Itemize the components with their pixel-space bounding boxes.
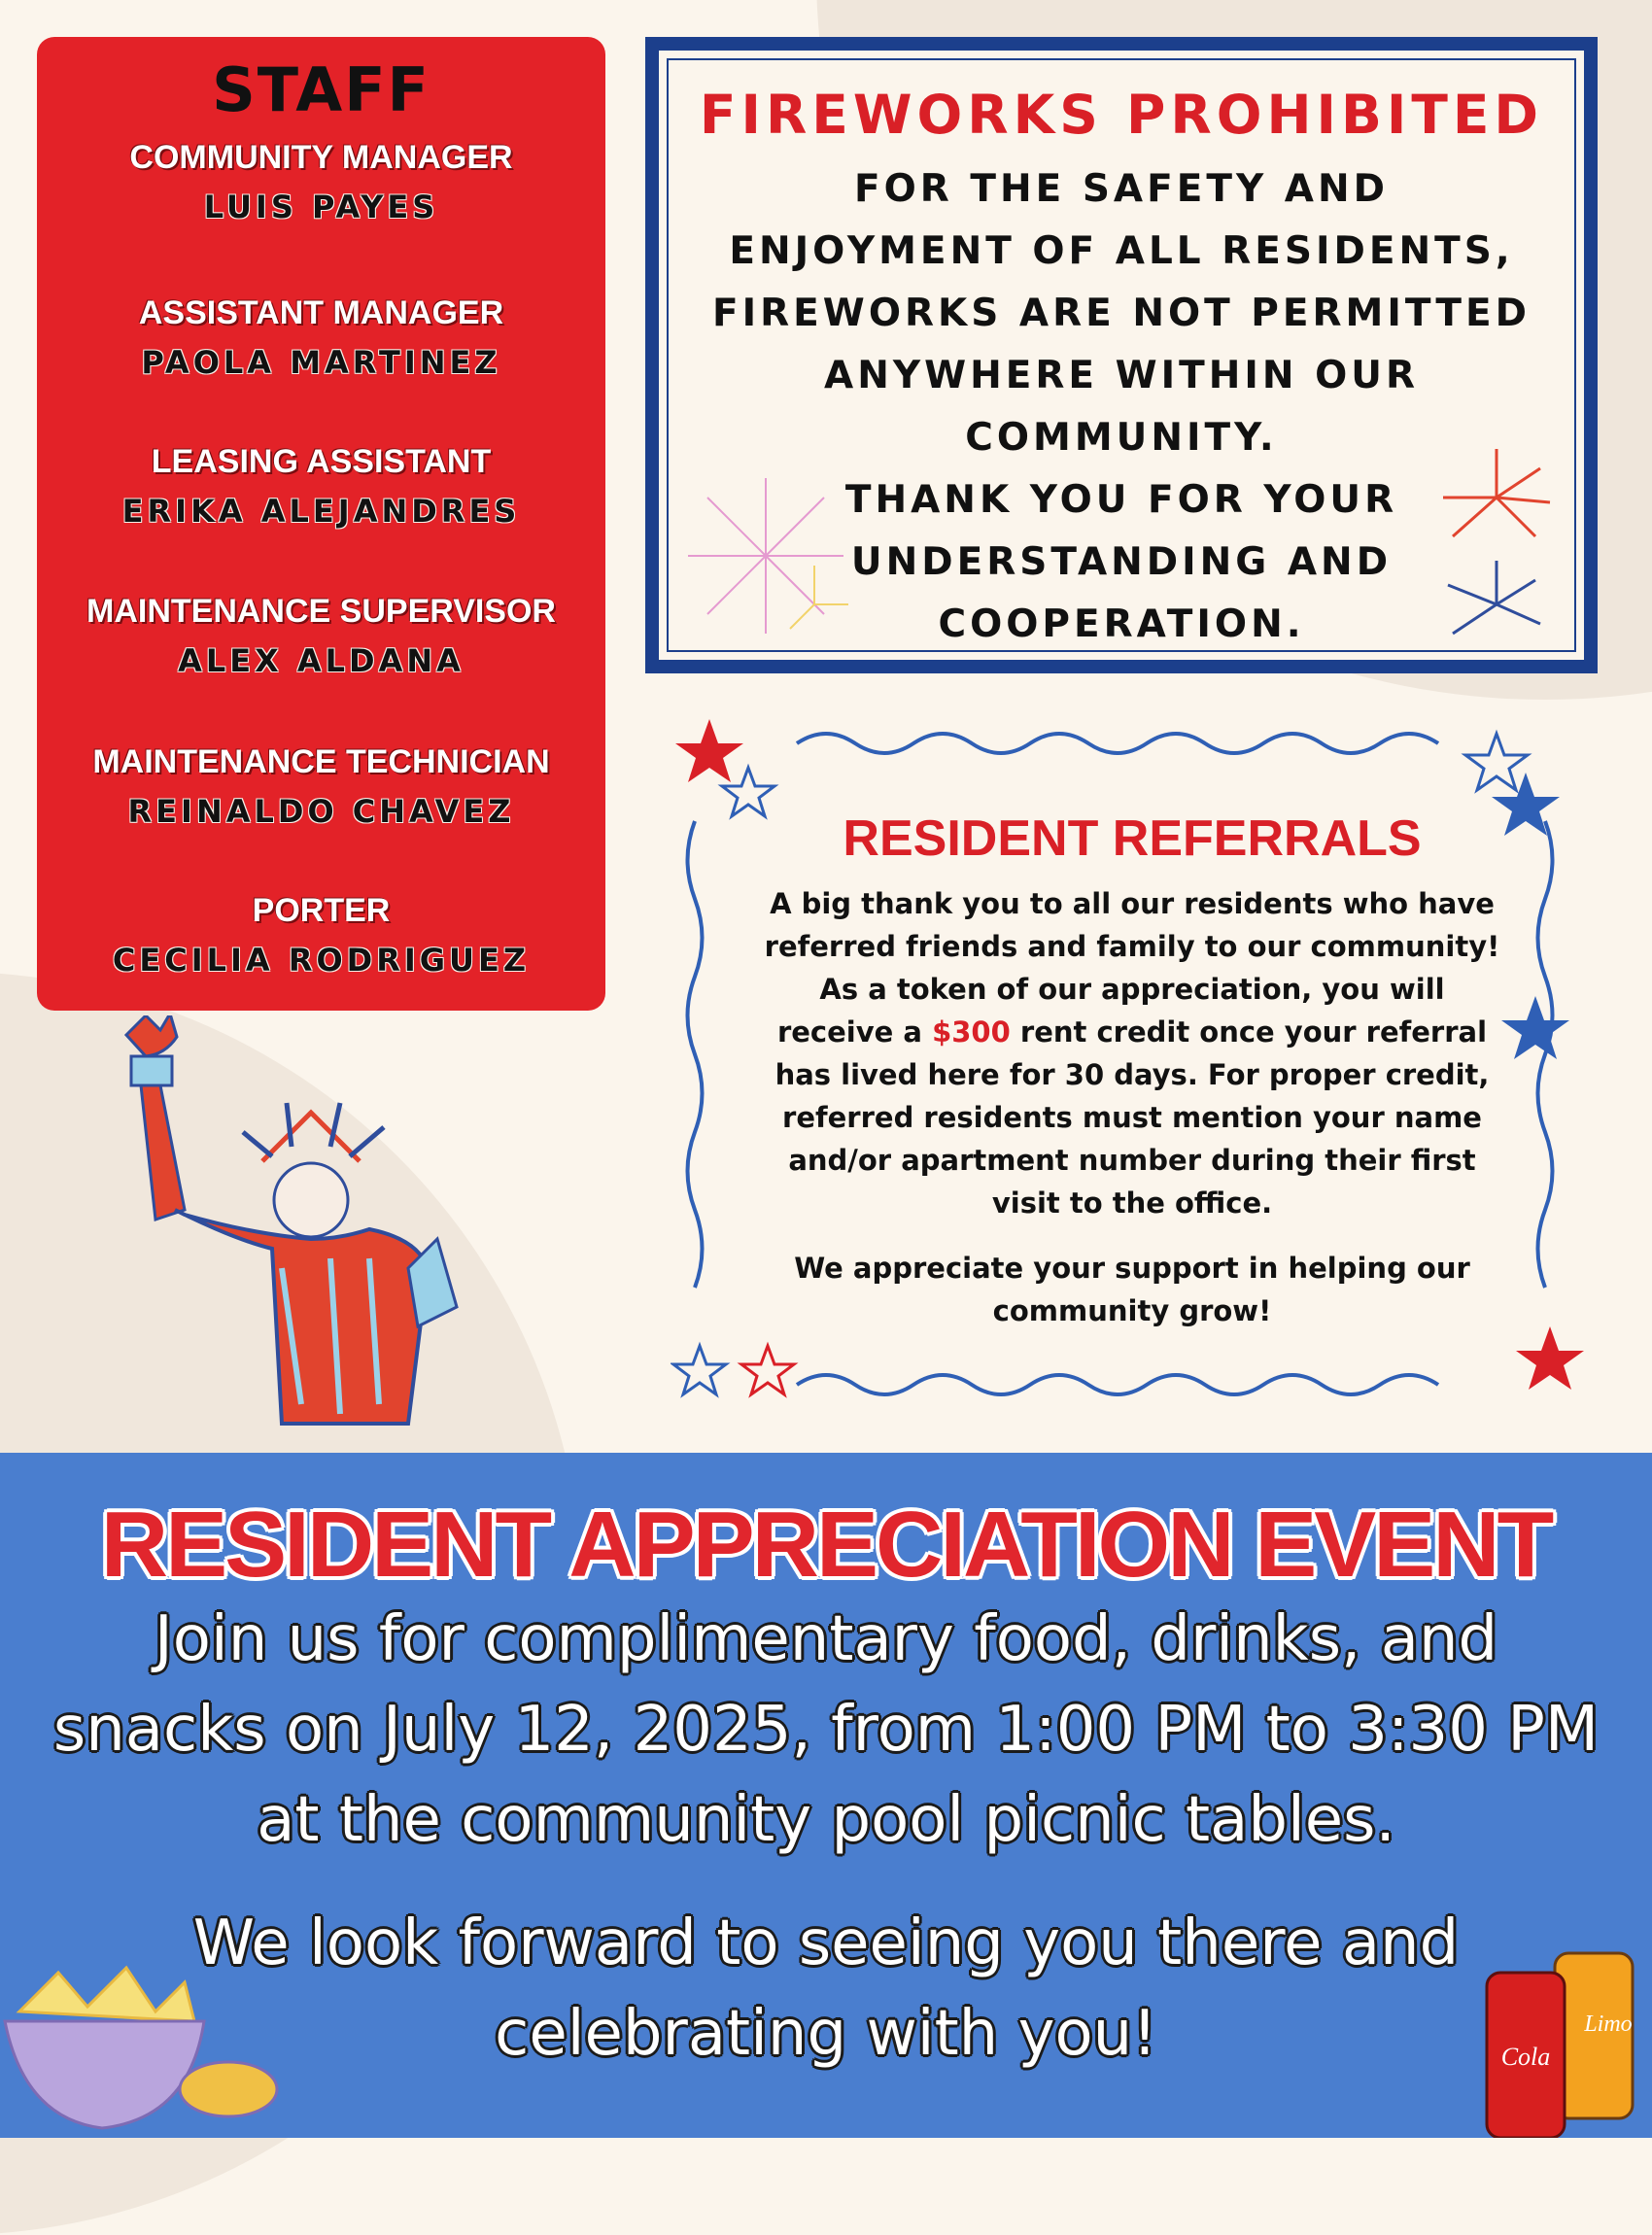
fireworks-line: COMMUNITY. [965,416,1278,460]
referral-line-credit [671,1015,1594,1049]
statue-of-liberty-illustration [117,1015,554,1453]
referral-line: and/or apartment number during their first [788,1144,1476,1177]
staff-role: LEASING ASSISTANT [151,443,492,480]
fireworks-line: UNDERSTANDING AND [850,540,1393,584]
event-section [0,1453,1652,2138]
referral-section [671,705,1594,1404]
referral-line: referred friends and family to our community! [764,930,1500,963]
staff-name: ALEX ALDANA [178,642,465,679]
staff-entry [37,443,605,530]
event-title: RESIDENT APPRECIATION EVENT [100,1493,1552,1597]
fireworks-line: ANYWHERE WITHIN OUR [824,354,1419,397]
firework-burst-right [1428,439,1565,663]
referral-line: has lived here for 30 days. For proper credit, [774,1058,1490,1091]
fireworks-line: ENJOYMENT OF ALL RESIDENTS, [729,229,1514,273]
referral-line: As a token of our appreciation, you will [819,973,1445,1006]
fireworks-line: FIREWORKS ARE NOT PERMITTED [711,292,1531,335]
staff-entry [37,593,605,679]
fireworks-line: COOPERATION. [938,602,1305,646]
staff-title: STAFF [212,54,430,125]
event-closing: celebrating with you! [495,1998,1157,2070]
fireworks-line: THANK YOU FOR YOUR [844,478,1398,522]
fireworks-title: FIREWORKS PROHIBITED [699,84,1544,146]
staff-name: CECILIA RODRIGUEZ [112,942,531,979]
referral-closing: community grow! [992,1294,1272,1327]
staff-name: ERIKA ALEJANDRES [121,493,521,530]
fireworks-line: FOR THE SAFETY AND [853,167,1390,211]
event-closing: We look forward to seeing you there and [192,1908,1460,1979]
fireworks-notice [645,37,1598,673]
staff-name: REINALDO CHAVEZ [127,793,515,830]
referral-title: RESIDENT REFERRALS [843,810,1422,867]
staff-entry [37,892,605,979]
referral-line: referred residents must mention your name [782,1101,1482,1134]
staff-role: COMMUNITY MANAGER [129,139,513,176]
referral-line-prefix: receive a [776,1015,922,1049]
referral-amount: $300 [932,1015,1011,1049]
staff-panel [37,37,605,1011]
staff-entry [37,139,605,225]
soda-cans-illustration [1482,1948,1652,2138]
event-line: snacks on July 12, 2025, from 1:00 PM to 3:30 PM [52,1694,1600,1766]
staff-role: MAINTENANCE TECHNICIAN [92,743,550,780]
staff-role: PORTER [252,892,391,929]
referral-line: A big thank you to all our residents who have [770,887,1495,920]
staff-name: LUIS PAYES [203,189,439,225]
staff-role: ASSISTANT MANAGER [138,294,504,331]
referral-line-suffix: rent credit once your referral [1019,1015,1488,1049]
limo-can-label: Limo [1584,2012,1633,2037]
event-line: at the community pool picnic tables. [257,1784,1395,1856]
staff-role: MAINTENANCE SUPERVISOR [86,593,556,630]
staff-name: PAOLA MARTINEZ [141,344,501,381]
staff-entry [37,743,605,830]
event-line: Join us for complimentary food, drinks, and [154,1603,1498,1675]
nachos-bowl-illustration [0,1943,282,2138]
staff-entry [37,294,605,381]
referral-closing: We appreciate your support in helping our [794,1252,1470,1285]
firework-burst-left [669,459,863,653]
referral-line: visit to the office. [991,1186,1273,1220]
cola-can-label: Cola [1500,2043,1551,2071]
